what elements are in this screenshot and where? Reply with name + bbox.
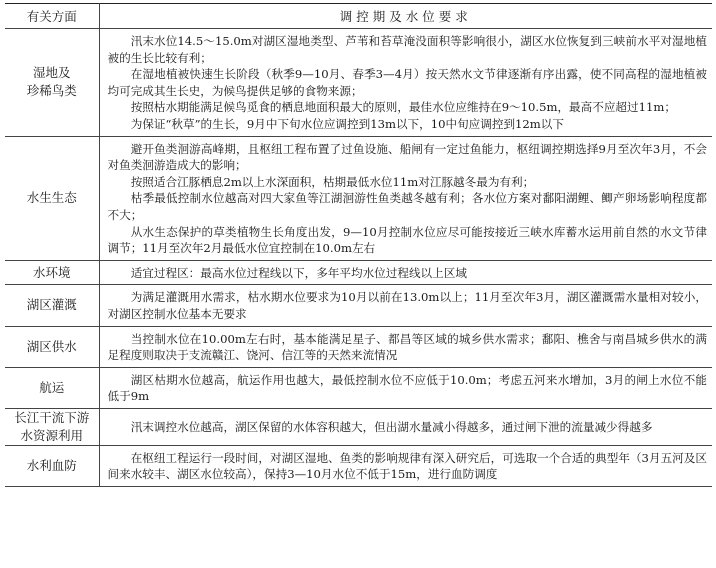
table-row [5,136,712,260]
row-aspect-cell [5,29,99,137]
requirement-paragraph: 在枢纽工程运行一段时间，对湖区湿地、鱼类的影响规律有深入研究后，可选取一个合适的典型年（3月五河及区间来水较丰、湖区水位较高），保持3—10月水位不低于15m，进行血防调度 [107,450,707,482]
row-aspect-cell [5,445,99,486]
row-aspect-cell [5,326,99,367]
requirement-paragraph: 汛末水位14.5～15.0m对湖区湿地类型、芦苇和苔草淹没面积等影响很小，湖区水位恢复到三峡前水平对湿地植被的生长比较有利； [107,34,707,65]
table-body [5,29,712,487]
aspect-text: 水利血防 [26,457,77,473]
row-aspect-cell [5,136,99,260]
requirement-paragraph: 适宜过程区：最高水位过程线以下，多年平均水位过程线以上区域 [130,265,467,280]
table-row [5,445,712,486]
row-requirement-cell [99,326,712,367]
aspect-text: 水资源利用 [20,427,83,443]
requirement-paragraph: 为满足灌溉用水需求，枯水期水位要求为10月以前在13.0m以上；11月至次年3月，湖区灌溉需水量相对较小，对湖区控制水位基本无要求 [107,290,707,321]
water-level-requirements-table-container [5,3,712,487]
table-header-row [5,4,712,29]
table-row [5,408,712,445]
row-requirement-cell [99,367,712,408]
row-aspect-cell [5,285,99,326]
requirement-paragraph: 按照适合江豚栖息2m以上水深面积，枯期最低水位11m对江豚越冬最为有利； [130,174,535,189]
aspect-text: 水环境 [32,264,71,280]
header-aspect: 有关方面 [5,4,99,29]
table-row [5,326,712,367]
requirement-paragraph: 湖区枯期水位越高，航运作用也越大，最低控制水位不应低于10.0m；考虑五河来水增加，3月的闸上水位不能低于9m [107,372,707,404]
aspect-text: 湖区供水 [26,338,77,354]
row-requirement-cell [99,445,712,486]
aspect-text: 湖区灌溉 [26,297,77,313]
requirement-paragraph: 按照枯水期能满足候鸟觅食的栖息地面积最大的原则，最佳水位应维持在9～10.5m，最高不应超过11m； [130,100,676,115]
table-row [5,29,712,137]
row-aspect-cell [5,260,99,285]
aspect-text: 长江干流下游 [14,409,90,425]
requirement-paragraph: 枯季最低控制水位越高对四大家鱼等江湖洄游性鱼类越冬越有利；各水位方案对鄱阳湖鲤、鲫产卵场影响程度都不大； [107,191,707,222]
row-aspect-cell [5,408,99,445]
row-requirement-cell [99,285,712,326]
requirement-paragraph: 为保证“秋草”的生长，9月中下旬水位应调控到13m以下，10中旬应调控到12m以下 [130,116,564,131]
aspect-text: 水生生态 [26,190,77,206]
requirement-paragraph: 当控制水位在10.00m左右时，基本能满足星子、都昌等区域的城乡供水需求；鄱阳、樵舍与南昌城乡供水的满足程度则取决于支流赣江、饶河、信江等的天然来流情况 [107,331,707,363]
requirement-paragraph: 在湿地植被快速生长阶段（秋季9—10月、春季3—4月）按天然水文节律逐渐有序出露，使不同高程的湿地植被均可完成其生长史，为候鸟提供足够的食物来源； [107,67,707,98]
table-row [5,367,712,408]
aspect-text: 珍稀鸟类 [26,83,77,99]
header-requirements: 调控期及水位要求 [99,4,712,29]
row-requirement-cell [99,260,712,285]
row-requirement-cell [99,408,712,445]
table-row [5,285,712,326]
aspect-text: 航运 [39,379,65,395]
row-requirement-cell [99,136,712,260]
water-level-requirements-table [5,3,712,487]
requirement-paragraph: 从水生态保护的草类植物生长角度出发，9—10月控制水位应尽可能按接近三峡水库蓄水运用前自然的水文节律调节；11月至次年2月最低水位宜控制在10.0m左右 [107,224,707,256]
aspect-text: 湿地及 [32,65,71,81]
table-row [5,260,712,285]
requirement-paragraph: 避开鱼类洄游高峰期，且枢纽工程布置了过鱼设施、船闸有一定过鱼能力，枢纽调控期选择9月至次年3月，不会对鱼类洄游造成大的影响； [107,141,707,173]
row-requirement-cell [99,29,712,137]
requirement-paragraph: 汛末调控水位越高，湖区保留的水体容积越大，但出湖水量减小得越多，通过闸下泄的流量减少得越多 [130,420,653,435]
row-aspect-cell [5,367,99,408]
